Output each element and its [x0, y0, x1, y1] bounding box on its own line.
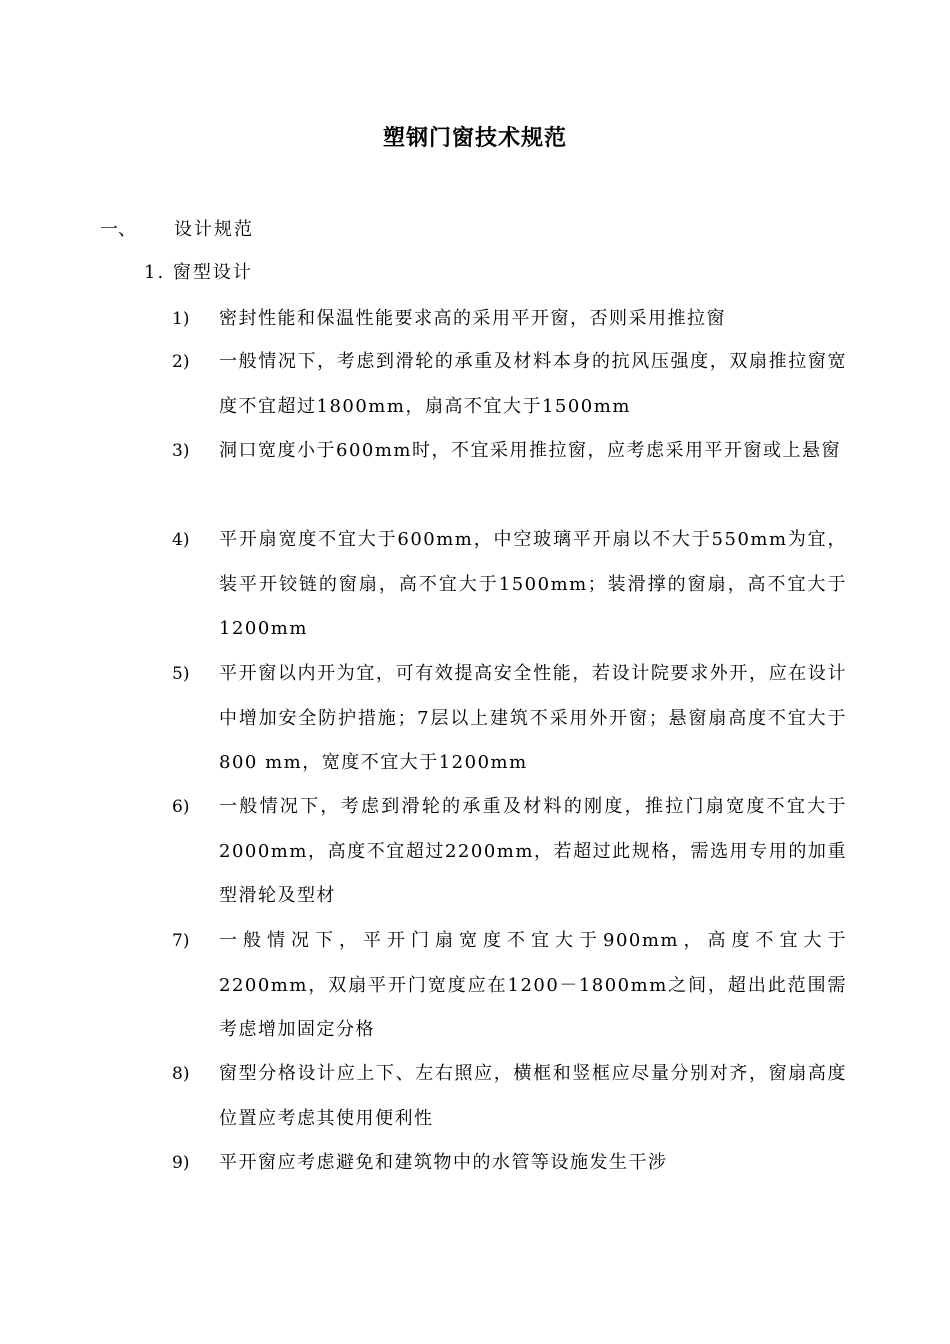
list-item-number: 6): [172, 797, 190, 817]
list-item-text: 一般情况下，考虑到滑轮的承重及材料本身的抗风压强度，双扇推拉窗宽度不宜超过1800mm，扇高不宜大于1500mm: [219, 351, 847, 417]
list-item-text: 洞口宽度小于600mm时，不宜采用推拉窗，应考虑采用平开窗或上悬窗: [219, 440, 841, 461]
list-item-text: 平开窗以内开为宜，可有效提高安全性能，若设计院要求外开，应在设计中增加安全防护措施；7层以上建筑不采用外开窗；悬窗扇高度不宜大于800 mm，宽度不宜大于1200mm: [219, 663, 847, 773]
section-number: 一、: [100, 219, 136, 240]
list-item-text: 平开窗应考虑避免和建筑物中的水管等设施发生干涉: [219, 1152, 668, 1173]
section-heading: 设计规范: [174, 219, 254, 240]
list-item-number: 3): [172, 441, 190, 461]
page-title: 塑钢门窗技术规范: [382, 126, 567, 151]
list-item-number: 4): [172, 530, 190, 550]
list-item-number: 7): [172, 931, 190, 951]
list-item-number: 1): [172, 309, 190, 329]
subsection-heading: 1. 窗型设计: [144, 262, 253, 283]
list-item-number: 2): [172, 352, 190, 372]
list-item-text: 一般情况下，考虑到滑轮的承重及材料的刚度，推拉门扇宽度不宜大于2000mm，高度不宜超过2200mm，若超过此规格，需选用专用的加重型滑轮及型材: [219, 796, 847, 906]
list-item-text: 一般情况下，平开门扇宽度不宜大于900mm，高度不宜大于2200mm，双扇平开门宽度应在1200－1800mm之间，超出此范围需考虑增加固定分格: [219, 930, 847, 1040]
list-item-text: 窗型分格设计应上下、左右照应，横框和竖框应尽量分别对齐，窗扇高度位置应考虑其使用便利性: [219, 1063, 847, 1129]
list-item-text: 密封性能和保温性能要求高的采用平开窗，否则采用推拉窗: [219, 308, 726, 329]
list-item-number: 5): [172, 664, 190, 684]
list-item-number: 8): [172, 1064, 190, 1084]
list-item-number: 9): [172, 1153, 190, 1173]
list-item-text: 平开扇宽度不宜大于600mm，中空玻璃平开扇以不大于550mm为宜，装平开铰链的窗扇，高不宜大于1500mm；装滑撑的窗扇，高不宜大于1200mm: [219, 529, 847, 639]
